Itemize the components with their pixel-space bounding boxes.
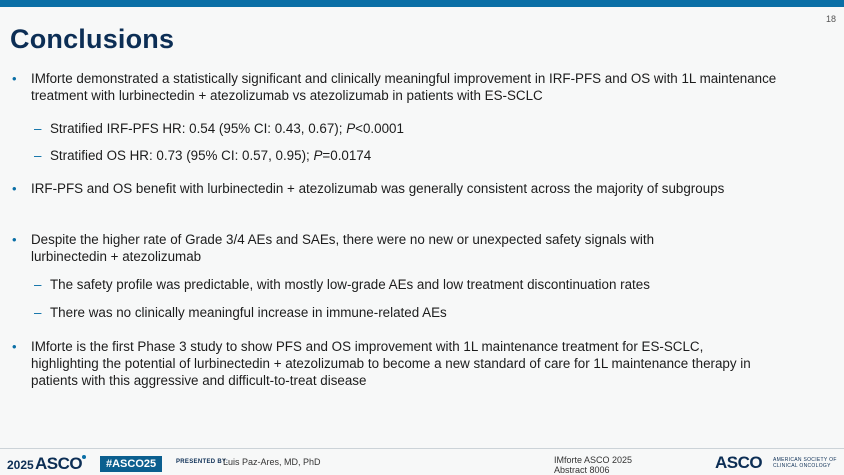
sub-marker: – bbox=[34, 277, 42, 292]
bullet-2 bbox=[0, 180, 736, 197]
study-name: IMforte ASCO 2025 bbox=[554, 455, 633, 465]
bullet-marker: • bbox=[12, 71, 17, 86]
bullet-3-sub-1-text: The safety profile was predictable, with mostly low-grade AEs and low treatment discontinuation rates bbox=[50, 277, 650, 292]
top-accent-bar bbox=[0, 0, 844, 7]
p-label: P bbox=[313, 148, 323, 163]
p-label: P bbox=[346, 121, 356, 136]
sub-marker: – bbox=[34, 121, 42, 136]
bullet-marker: • bbox=[12, 339, 17, 354]
footer bbox=[0, 448, 844, 475]
study-info bbox=[554, 455, 632, 475]
slide-title: Conclusions bbox=[10, 24, 175, 54]
sub-marker: – bbox=[34, 148, 42, 163]
bullet-marker: • bbox=[12, 181, 17, 196]
asco-logo-mark-icon bbox=[82, 455, 86, 459]
bullet-1 bbox=[0, 70, 781, 104]
bullet-1-text: IMforte demonstrated a statistically significant and clinically meaningful improvement in IRF-PFS and OS with 1L maintenance treatment with lurbinectedin + atezolizumab vs atezolizumab in patients with ES-SCLC bbox=[31, 71, 777, 103]
society-line-1: AMERICAN SOCIETY OF bbox=[773, 457, 837, 463]
bullet-3-text: Despite the higher rate of Grade 3/4 AEs and SAEs, there were no new or unexpected safety signals with lurbinectedin + atezolizumab bbox=[31, 232, 655, 264]
hashtag-badge: #ASCO25 bbox=[100, 456, 162, 472]
slide-number: 18 bbox=[825, 14, 836, 24]
bullet-3-sub-2-text: There was no clinically meaningful increase in immune-related AEs bbox=[50, 305, 447, 320]
society-name bbox=[773, 457, 837, 469]
footer-year: 2025 bbox=[7, 458, 34, 472]
hr-os: Stratified OS HR: 0.73 (95% CI: 0.57, 0.95); bbox=[50, 148, 314, 163]
bullet-3-sub-1 bbox=[0, 276, 650, 293]
bullet-1-sub-1 bbox=[0, 120, 404, 137]
p-value: =0.0174 bbox=[322, 148, 372, 163]
bullet-2-text: IRF-PFS and OS benefit with lurbinectedin + atezolizumab was generally consistent across the majority of subgroups bbox=[31, 181, 725, 196]
footer-divider bbox=[0, 448, 844, 449]
bullet-3-sub-2 bbox=[0, 304, 447, 321]
p-value: <0.0001 bbox=[355, 121, 404, 136]
presented-by-label: PRESENTED BY: bbox=[176, 459, 229, 465]
bullet-1-sub-2 bbox=[0, 147, 371, 164]
abstract-number: Abstract 8006 bbox=[554, 465, 610, 475]
sub-marker: – bbox=[34, 305, 42, 320]
bullet-4 bbox=[0, 338, 771, 389]
bullet-1-sub-1-text bbox=[0, 120, 404, 137]
bullet-4-text: IMforte is the first Phase 3 study to show PFS and OS improvement with 1L maintenance treatment for ES-SCLC, highlighting the potential of lurbinectedin + atezolizumab to become a new standard of care for 1L maintenance therapy in patients with this aggressive and difficult-to-treat disease bbox=[31, 339, 751, 388]
hr-pfs: Stratified IRF-PFS HR: 0.54 (95% CI: 0.43, 0.67); bbox=[50, 121, 347, 136]
asco-logo-right: ASCO bbox=[715, 453, 763, 472]
presenter-name: Luis Paz-Ares, MD, PhD bbox=[223, 457, 321, 467]
bullet-marker: • bbox=[12, 232, 17, 247]
bullet-3 bbox=[0, 231, 721, 265]
bullet-1-sub-2-text bbox=[0, 147, 371, 164]
asco-logo-left: ASCO bbox=[35, 454, 83, 473]
society-line-2: CLINICAL ONCOLOGY bbox=[773, 463, 831, 469]
